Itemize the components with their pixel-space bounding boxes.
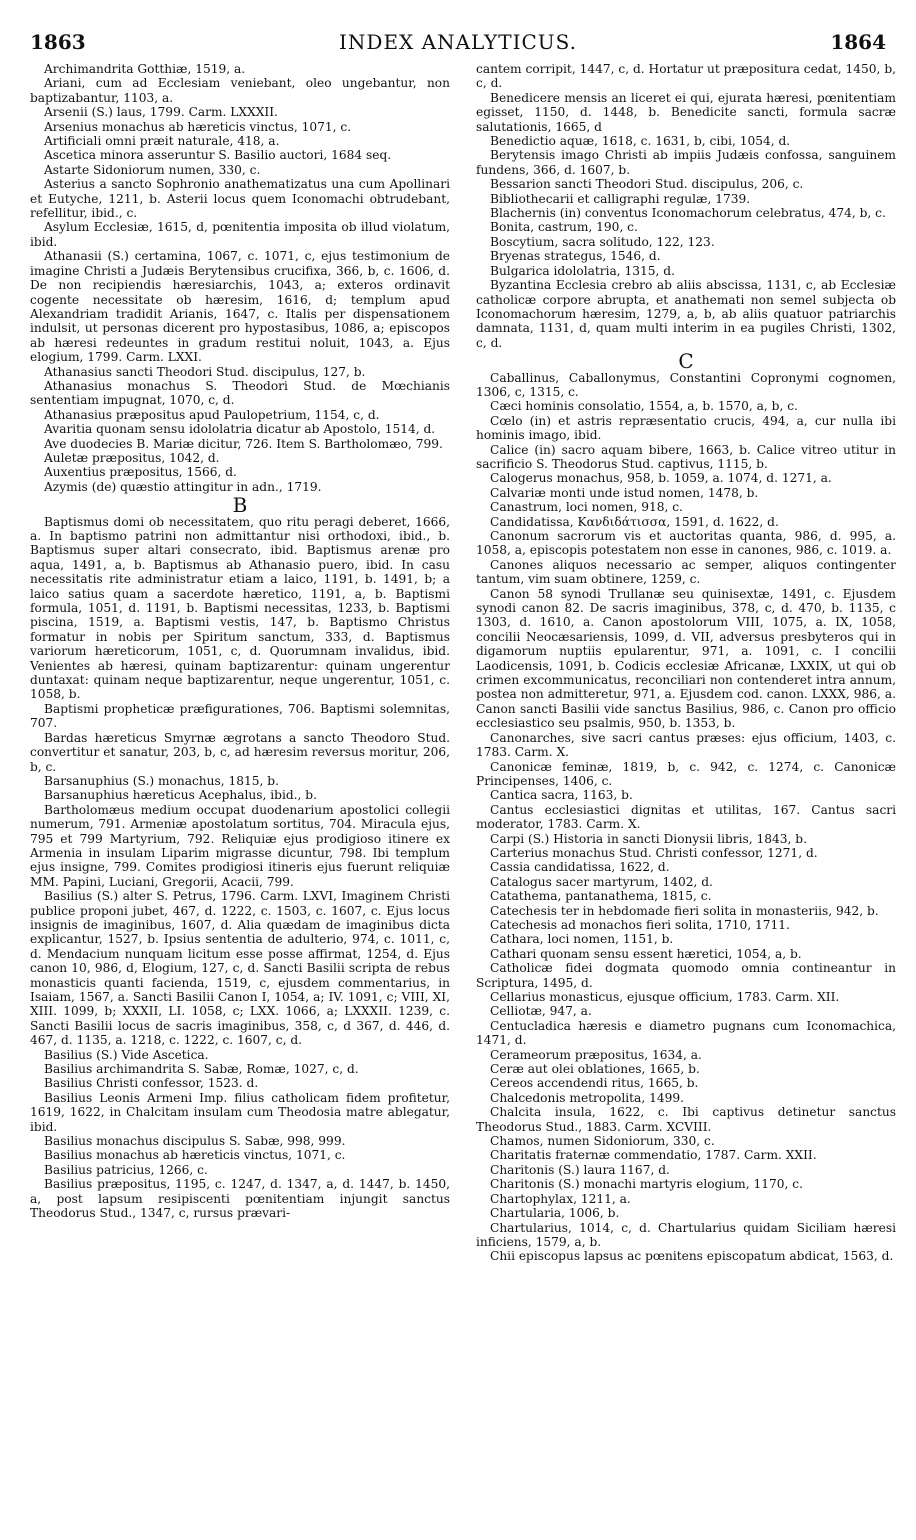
index-entry: Catholicæ fidei dogmata quomodo omnia contineantur in Scriptura, 1495, d. <box>476 961 896 990</box>
left-page-number: 1863 <box>30 30 86 54</box>
index-entry: Cæci hominis consolatio, 1554, a, b. 1570, a, b, c. <box>490 399 798 414</box>
index-entry: Celliotæ, 947, a. <box>490 1004 592 1019</box>
index-entry: Bibliothecarii et calligraphi regulæ, 1739. <box>490 191 751 206</box>
index-entry: Basilius patricius, 1266, c. <box>44 1162 208 1177</box>
index-entry: Astarte Sidoniorum numen, 330, c. <box>44 162 261 177</box>
index-entry: Catalogus sacer martyrum, 1402, d. <box>490 874 713 889</box>
index-entry: Boscytium, sacra solitudo, 122, 123. <box>490 234 715 249</box>
index-entry: Canonum sacrorum vis et auctoritas quanta, 986, d. 995, a. 1058, a, episcopis potestatem non esse in canones, 986, c. 1019. a. <box>476 529 896 558</box>
index-entry: Basilius (S.) Vide Ascetica. <box>44 1047 209 1062</box>
index-entry: Athanasius præpositus apud Paulopetrium, 1154, c, d. <box>44 407 380 422</box>
index-entry: Auletæ præpositus, 1042, d. <box>44 450 220 465</box>
index-entry: Cerameorum præpositus, 1634, a. <box>490 1047 702 1062</box>
index-entry: Basilius monachus ab hæreticis vinctus, 1071, c. <box>44 1148 346 1163</box>
index-entry: Cassia candidatissa, 1622, d. <box>490 860 670 875</box>
index-entry: Chartularia, 1006, b. <box>490 1206 620 1221</box>
running-title: INDEX ANALYTICUS. <box>339 30 577 54</box>
index-entry: Carpi (S.) Historia in sancti Dionysii libris, 1843, b. <box>490 831 807 846</box>
index-entry: Bulgarica idololatria, 1315, d. <box>490 263 675 278</box>
index-entry: Athanasius monachus S. Theodori Stud. de Mœchianis sententiam impugnat, 1070, c, d. <box>30 378 450 408</box>
index-entry: Charitonis (S.) monachi martyris elogium, 1170, c. <box>490 1177 803 1192</box>
index-entry: Auxentius præpositus, 1566, d. <box>44 465 237 480</box>
index-entry: Cœlo (in) et astris repræsentatio crucis, 494, a, cur nulla ibi hominis imago, ibid. <box>476 413 896 443</box>
index-entry: Cellarius monasticus, ejusque officium, 1783. Carm. XII. <box>490 990 840 1004</box>
index-entry: Canastrum, loci nomen, 918, c. <box>490 500 683 515</box>
index-entry: Canonarches, sive sacri cantus præses: ejus officium, 1403, c. 1783. Carm. X. <box>476 730 896 760</box>
index-entry: Chalcita insula, 1622, c. Ibi captivus detinetur sanctus Theodorus Stud., 1883. Carm. XCVIII. <box>476 1105 896 1134</box>
section-letter: C <box>678 349 694 374</box>
index-entry: Ave duodecies B. Mariæ dicitur, 726. Item S. Bartholomæo, 799. <box>44 436 443 451</box>
index-entry: Archimandrita Gotthiæ, 1519, a. <box>44 62 246 76</box>
right-column <box>476 62 896 1264</box>
index-entry: Basilius præpositus, 1195, c. 1247, d. 1347, a, d. 1447, b. 1450, a, post lapsum resipiscenti pœnitentiam injungit sanctus Theodorus Stud., 1347, c, rursus prævari- <box>30 1177 450 1221</box>
index-entry: Avaritia quonam sensu idololatria dicatur ab Apostolo, 1514, d. <box>44 422 436 437</box>
index-entry: Bardas hæreticus Smyrnæ ægrotans a sancto Theodoro Stud. convertitur et sanatur, 203, b, c, ad hæresim reversus moritur, 206, b, c. <box>30 730 450 774</box>
index-entry: Basilius archimandrita S. Sabæ, Romæ, 1027, c, d. <box>44 1062 359 1077</box>
index-entry: Ariani, cum ad Ecclesiam veniebant, oleo ungebantur, non baptizabantur, 1103, a. <box>30 76 450 105</box>
index-entry: Canones aliquos necessario ac semper, aliquos contingenter tantum, vim suam obtinere, 1259, c. <box>476 557 896 587</box>
index-entry: Chalcedonis metropolita, 1499. <box>490 1090 684 1105</box>
index-entry: Baptismus domi ob necessitatem, quo ritu peragi deberet, 1666, a. In baptismo patrini non admittantur nisi orthodoxi, ibid., b. Baptismus super altari consecrato, ibid. Baptismus arenæ pro aqua, 1491, a, b. Baptismus ab Athanasio puero, ibid. In casu necessitatis rite administratur etiam a laico, 1191, b. 1491, b; a laico satius quam a sacerdote hæretico, 1191, a, b. Baptismi formula, 1051, d. 1191, b. Baptismi necessitas, 1233, b. Baptismi piscina, 1519, a. Baptismi vestis, 147, b. Baptismo Christus formatur in nobis per Spiritum sanctum, 333, d. Baptismus variorum hæreticorum, 1051, c, d. Quorumnam invalidus, ibid. Venientes ab hæresi, quinam baptizarentur: quinam ungerentur duntaxat: quinam neque baptizarentur, neque ungerentur, 1051, c. 1058, b. <box>30 514 450 702</box>
index-entry: Benedictio aquæ, 1618, c. 1631, b, cibi, 1054, d. <box>490 134 791 149</box>
index-entry: Asterius a sancto Sophronio anathematizatus una cum Apollinari et Eutyche, 1211, b. Asterii locus quem Iconomachi obtrudebant, refellitur, ibid., c. <box>30 177 450 221</box>
index-entry: Arsenius monachus ab hæreticis vinctus, 1071, c. <box>44 119 352 134</box>
index-entry: Calvariæ monti unde istud nomen, 1478, b. <box>490 485 759 500</box>
index-entry: Carterius monachus Stud. Christi confessor, 1271, d. <box>490 845 818 860</box>
page-header <box>30 30 886 58</box>
index-entry: Cantica sacra, 1163, b. <box>490 788 633 803</box>
index-entry: Athanasii (S.) certamina, 1067, c. 1071, c, ejus testimonium de imagine Christi a Judæis Berytensibus crucifixa, 366, b, c. 1606, d. De non recipiendis hæresiarchis, 1043, a; exteros ordinavit cogente necessitate ob hæresim, 1616, d; templum apud Alexandriam tradidit Arianis, 1647, c. Italis per dispensationem indulsit, ut personas dicerent pro hypostasibus, 1086, a; episcopos ab hæresi redeuntes in gradum restitui noluit, 1043, a. Ejus elogium, 1799. Carm. LXXI. <box>30 249 450 365</box>
index-entry: Cathara, loci nomen, 1151, b. <box>490 932 674 947</box>
index-entry: Cantus ecclesiastici dignitas et utilitas, 167. Cantus sacri moderator, 1783. Carm. X. <box>476 802 896 832</box>
index-entry: Catathema, pantanathema, 1815, c. <box>490 889 712 904</box>
index-entry: Basilius Christi confessor, 1523. d. <box>44 1076 259 1091</box>
right-page-number: 1864 <box>830 30 886 54</box>
index-entry: Chartularius, 1014, c, d. Chartularius quidam Siciliam hæresi inficiens, 1579, a, b. <box>476 1220 896 1249</box>
index-entry: Bryenas strategus, 1546, d. <box>490 249 661 264</box>
index-entry: Bessarion sancti Theodori Stud. discipulus, 206, c. <box>490 177 804 192</box>
index-entry: Canonicæ feminæ, 1819, b, c. 942, c. 1274, c. Canonicæ Principenses, 1406, c. <box>476 759 896 788</box>
index-entry: Artificiali omni præit naturale, 418, a. <box>44 134 280 149</box>
left-column <box>30 62 450 1221</box>
index-entry: Chamos, numen Sidoniorum, 330, c. <box>490 1134 715 1149</box>
index-entry: Blachernis (in) conventus Iconomachorum celebratus, 474, b, c. <box>490 206 886 221</box>
index-entry: Chii episcopus lapsus ac pœnitens episcopatum abdicat, 1563, d. <box>490 1249 894 1264</box>
index-entry: Ascetica minora asseruntur S. Basilio auctori, 1684 seq. <box>44 148 392 163</box>
index-entry: Catechesis ad monachos fieri solita, 1710, 1711. <box>490 917 790 932</box>
index-entry: Barsanuphius hæreticus Acephalus, ibid., b. <box>44 788 317 803</box>
index-entry: Calogerus monachus, 958, b. 1059, a. 1074, d. 1271, a. <box>490 471 832 486</box>
index-entry: Charitonis (S.) laura 1167, d. <box>490 1162 670 1177</box>
index-entry: Berytensis imago Christi ab impiis Judæis confossa, sanguinem fundens, 366, d. 1607, b. <box>476 148 896 177</box>
index-entry: Candidatissa, Κανδιδάτισσα, 1591, d. 1622, d. <box>490 514 779 529</box>
index-entry: Bartholomæus medium occupat duodenarium apostolici collegii numerum, 791. Armeniæ apostolatum sortitus, 704. Miracula ejus, 795 et 799 Martyrium, 792. Reliquiæ ejus prodigioso itinere ex Armenia in insulam Liparim migrasse dicuntur, 798. Ibi templum ejus insigne, 799. Comites prodigiosi itineris ejus fuerunt reliquiæ MM. Papini, Luciani, Gregorii, Acacii, 799. <box>30 802 450 889</box>
index-entry: Azymis (de) quæstio attingitur in adn., 1719. <box>44 479 322 494</box>
index-entry: Caballinus, Caballonymus, Constantini Copronymi cognomen, 1306, c, 1315, c. <box>476 370 896 399</box>
index-entry: Arsenii (S.) laus, 1799. Carm. LXXXII. <box>44 105 278 120</box>
index-entry: Byzantina Ecclesia crebro ab aliis abscissa, 1131, c, ab Ecclesiæ catholicæ corpore abrupta, et anathemati non semel subjecta ob Iconomachorum hæresim, 1279, a, b, ab aliis quatuor patriarchis damnata, 1131, d, quam multi interim in ea pugiles Christi, 1302, c, d. <box>476 278 896 350</box>
index-entry: Basilius Leonis Armeni Imp. filius catholicam fidem profitetur, 1619, 1622, in Chalcitam insulam cum Theodosia matre ablegatur, ibid. <box>30 1090 450 1134</box>
index-entry: Cereos accendendi ritus, 1665, b. <box>490 1076 699 1091</box>
index-entry: Canon 58 synodi Trullanæ seu quinisextæ, 1491, c. Ejusdem synodi canon 82. De sacris imaginibus, 378, c, d. 470, b. 1135, c 1303, d. 1610, a. Canon apostolorum VIII, 1075, a. IX, 1058, concilii Neocæsariensis, 1099, d. VII, adversus presbyteros qui in digamorum nuptiis epularentur, 971, a. 1091, c. I concilii Laodicensis, 1091, b. Codicis ecclesiæ Africanæ, LXXIX, ut qui ob crimen excommunicatus, reconciliari non contenderet intra annum, postea non admitteretur, 971, a. Ejusdem cod. canon. LXXX, 986, a. Canon sancti Basilii vide sanctus Basilius, 986, c. Canon pro officio ecclesiastico seu psalmis, 950, b. 1353, b. <box>476 586 896 731</box>
index-entry: Barsanuphius (S.) monachus, 1815, b. <box>44 773 279 788</box>
index-entry: Ceræ aut olei oblationes, 1665, b. <box>490 1062 700 1077</box>
index-entry: Asylum Ecclesiæ, 1615, d, pœnitentia imposita ob illud violatum, ibid. <box>30 220 450 249</box>
index-entry: Basilius monachus discipulus S. Sabæ, 998, 999. <box>44 1134 346 1149</box>
index-entry: Calice (in) sacro aquam bibere, 1663, b. Calice vitreo utitur in sacrificio S. Theodorus Stud. captivus, 1115, b. <box>476 442 896 471</box>
index-entry: Benedicere mensis an liceret ei qui, ejurata hæresi, pœnitentiam egisset, 1150, d. 1448, b. Benedicite sancti, formula sacræ salutationis, 1665, d <box>476 90 896 134</box>
index-entry: Charitatis fraternæ commendatio, 1787. Carm. XXII. <box>490 1148 817 1163</box>
index-entry: Catechesis ter in hebdomade fieri solita in monasteriis, 942, b. <box>490 903 879 918</box>
index-entry: Basilius (S.) alter S. Petrus, 1796. Carm. LXVI, Imaginem Christi publice proponi jubet, 467, d. 1222, c. 1503, c. 1607, c. Ejus locus insignis de imaginibus, 1607, d. Alia quædam de imaginibus dicta explicantur, 1527, b. Ipsius sententia de adulterio, 974, c. 1011, c, d. Mendacium nunquam licitum esse posse affirmat, 1254, d. Ejus canon 10, 986, d, Elogium, 127, c, d. Sancti Basilii scripta de rebus monasticis quanti facienda, 1519, c, ejusdem commentarius, in Isaiam, 1567, a. Sancti Basilii Canon I, 1054, a; IV. 1091, c; VIII, XI, XIII. 1099, b; XXXII, LI. 1058, c; LXX. 1066, a; LXXXII. 1239, c. Sancti Basilii locus de sacris imaginibus, 358, c, d 367, d. 446, d. 467, d. 1135, a. 1218, c. 1222, c. 1607, c, d. <box>30 889 450 1048</box>
index-entry: Baptismi propheticæ præfigurationes, 706. Baptismi solemnitas, 707. <box>30 701 450 731</box>
index-entry: Chartophylax, 1211, a. <box>490 1191 631 1206</box>
index-entry: Athanasius sancti Theodori Stud. discipulus, 127, b. <box>44 364 366 379</box>
index-entry: Cathari quonam sensu essent hæretici, 1054, a, b. <box>490 946 802 961</box>
index-entry: cantem corripit, 1447, c, d. Hortatur ut præpositura cedat, 1450, b, c, d. <box>476 62 896 91</box>
section-letter: B <box>232 493 248 518</box>
index-entry: Centucladica hæresis e diametro pugnans cum Iconomachica, 1471, d. <box>476 1018 896 1048</box>
index-entry: Bonita, castrum, 190, c. <box>490 220 638 235</box>
